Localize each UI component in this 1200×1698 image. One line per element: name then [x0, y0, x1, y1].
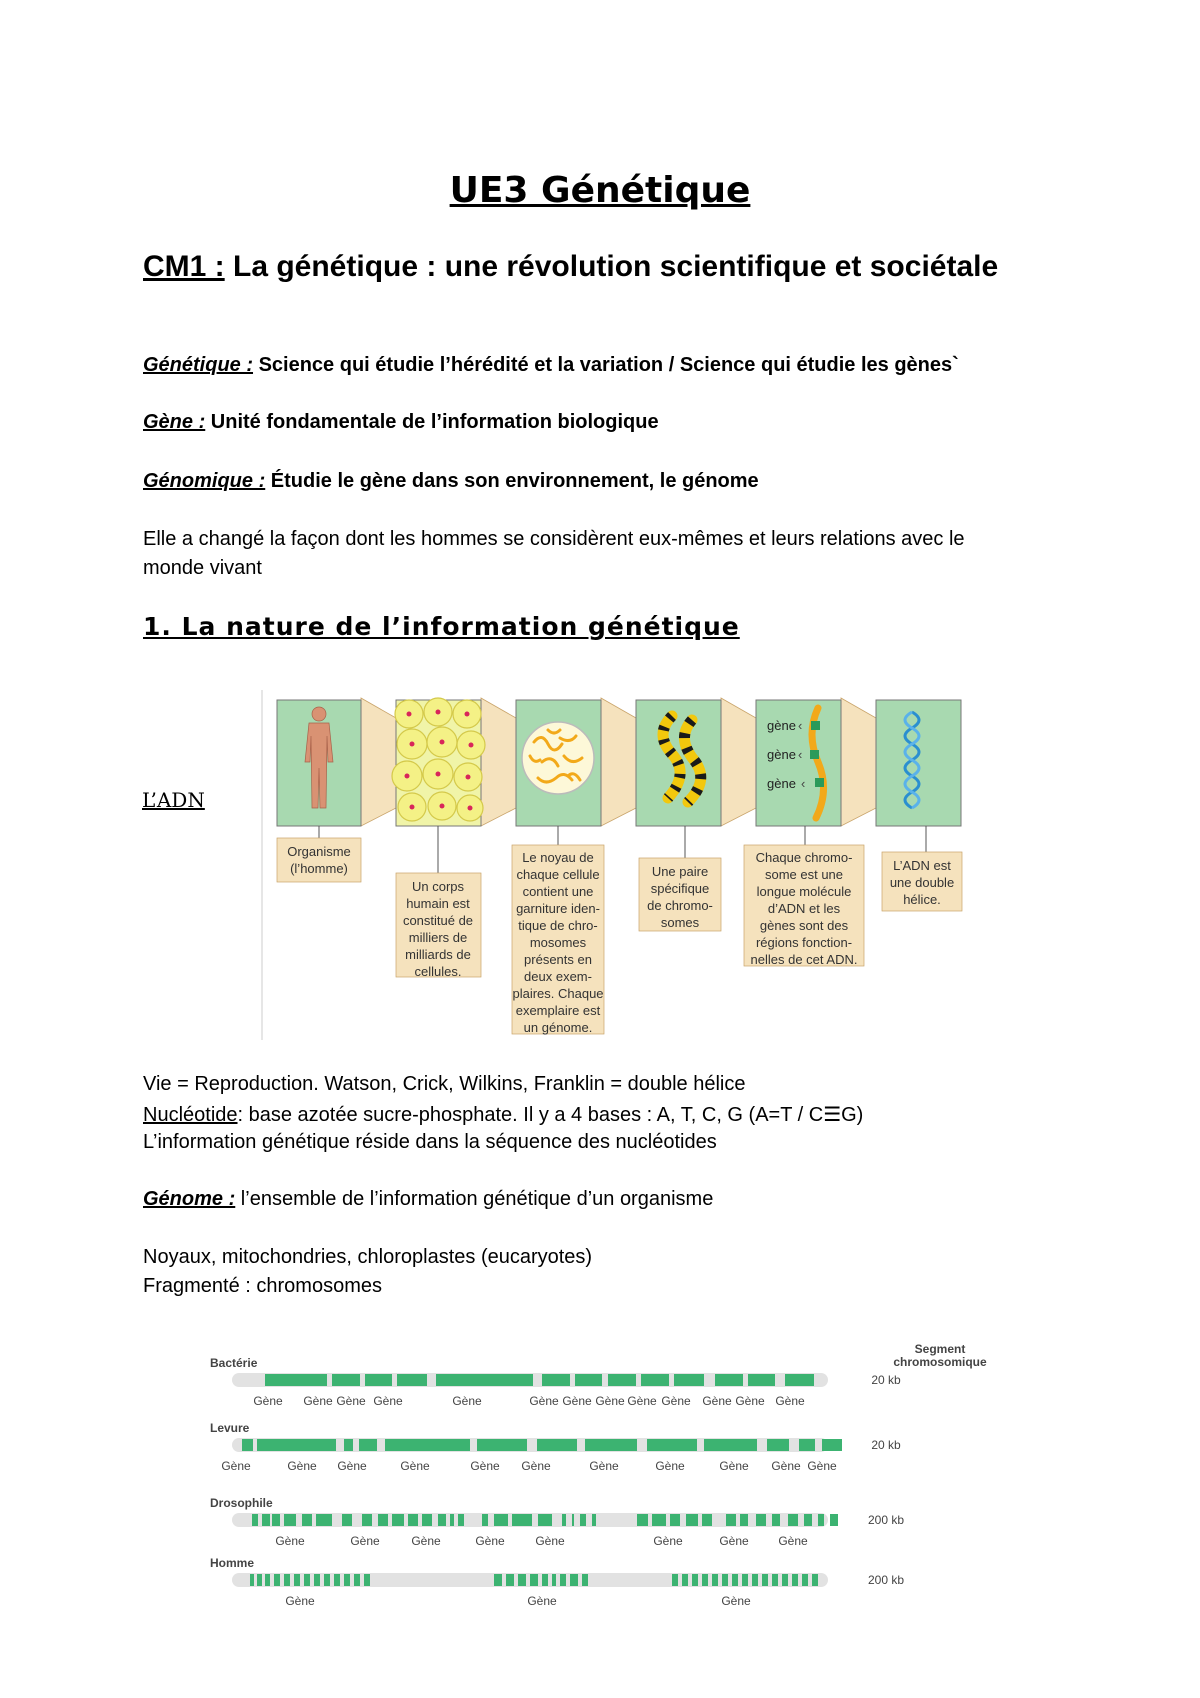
paragraph-line: monde vivant — [143, 557, 262, 579]
gene-band — [458, 1514, 464, 1526]
gene-band — [354, 1574, 360, 1586]
organism-name: Bactérie — [210, 1356, 258, 1370]
gene-label: Gène — [527, 1594, 557, 1608]
gene-band — [560, 1574, 566, 1586]
gene-label: Gène — [702, 1394, 732, 1408]
fragmente-line: Fragmenté : chromosomes — [143, 1275, 382, 1297]
gene-label: Gène — [653, 1534, 683, 1548]
gene-band — [815, 778, 824, 787]
gene-band — [732, 1574, 738, 1586]
gene-band — [450, 1514, 454, 1526]
gene-band — [242, 1439, 253, 1451]
definition-text: Unité fondamentale de l’information biologique — [205, 411, 659, 433]
caption-line: tique de chro- — [518, 918, 598, 933]
gene-band — [408, 1514, 418, 1526]
gene-band — [672, 1574, 678, 1586]
gene-label: Gène — [336, 1394, 366, 1408]
gene-label: Gène — [337, 1459, 367, 1473]
gene-band — [748, 1374, 775, 1386]
gene-band — [782, 1574, 788, 1586]
gene-label: Gène — [221, 1459, 251, 1473]
caption-line: d’ADN et les — [767, 901, 841, 916]
gene-label: Gène — [303, 1394, 333, 1408]
genome-line — [143, 1188, 713, 1211]
gene-band — [582, 1574, 588, 1586]
gene-label: Gène — [373, 1394, 403, 1408]
caption-line: une double — [889, 875, 955, 890]
nucleus-panel — [516, 700, 601, 826]
gene-band — [542, 1374, 570, 1386]
definition-term: Génomique : — [143, 470, 266, 492]
gene-label: Gène — [661, 1394, 691, 1408]
gene-band — [712, 1574, 718, 1586]
segment-size: 20 kb — [871, 1438, 901, 1452]
gene-band — [608, 1374, 636, 1386]
caption-line: exemplaire est — [515, 1003, 601, 1018]
caption-line: hélice. — [903, 892, 941, 907]
gene-label: Gène — [411, 1534, 441, 1548]
gene-label: Gène — [807, 1459, 837, 1473]
gene-band — [592, 1514, 596, 1526]
genome-text: l’ensemble de l’information génétique d’un organisme — [235, 1188, 714, 1210]
genome-term: Génome : — [143, 1188, 236, 1210]
caption-line: chaque cellule — [516, 867, 600, 882]
gene-band — [324, 1574, 330, 1586]
gene-band — [392, 1514, 404, 1526]
caption-line: Chaque chromo- — [755, 850, 853, 865]
gene-label: Gène — [285, 1594, 315, 1608]
gene-label: Gène — [475, 1534, 505, 1548]
gene-band — [257, 1439, 336, 1451]
gene-band — [294, 1574, 300, 1586]
gene-label: Gène — [775, 1394, 805, 1408]
caption-line: milliards de — [405, 947, 471, 962]
gene-band — [772, 1514, 780, 1526]
gene-band — [284, 1574, 290, 1586]
gene-label: Gène — [470, 1459, 500, 1473]
gene-band — [788, 1514, 798, 1526]
definition-text: Science qui étudie l’hérédité et la variation / Science qui étudie les gènes` — [253, 354, 959, 376]
gene-label: Gène — [452, 1394, 482, 1408]
segment-size: 200 kb — [867, 1573, 905, 1587]
segment-size: 20 kb — [871, 1373, 901, 1387]
gene-band — [436, 1374, 533, 1386]
caption-line: gènes sont des — [759, 918, 849, 933]
gene-band — [482, 1514, 488, 1526]
gene-band — [250, 1574, 254, 1586]
caption-line: L’ADN est — [893, 858, 951, 873]
adn-label: L’ADN — [142, 788, 205, 812]
caption-line: régions fonction- — [755, 935, 853, 950]
gene-band — [344, 1574, 350, 1586]
gene-label: Gène — [275, 1534, 305, 1548]
gene-band — [334, 1574, 340, 1586]
organism-name: Drosophile — [210, 1496, 273, 1510]
gene-label: Gène — [735, 1394, 765, 1408]
caption-line: longue molécule — [756, 884, 852, 899]
gene-band — [342, 1514, 352, 1526]
gene-band — [274, 1574, 280, 1586]
organism-to-dna-figure — [262, 690, 992, 1040]
caption-line: Organisme — [287, 844, 351, 859]
segment-header: Segment — [914, 1342, 966, 1356]
gene-band — [580, 1514, 586, 1526]
gene-band — [692, 1574, 698, 1586]
gene-band — [722, 1574, 728, 1586]
nucleotide-text: : base azotée sucre-phosphate. Il y a 4 bases : A, T, C, G (A=T / C☰G) — [237, 1104, 864, 1126]
caption-line: constitué de — [402, 913, 474, 928]
caption-line: un génome. — [523, 1020, 593, 1035]
gene-band — [818, 1514, 824, 1526]
gene-band — [682, 1574, 688, 1586]
gene-label: gène — [767, 718, 796, 733]
gene-band — [686, 1514, 698, 1526]
dna-panel — [876, 700, 961, 826]
definition-text: Étudie le gène dans son environnement, le génome — [265, 470, 759, 492]
gene-band — [562, 1514, 566, 1526]
gene-band — [538, 1514, 552, 1526]
gene-label: Gène — [350, 1534, 380, 1548]
gene-band — [811, 721, 820, 730]
svg-text:‹: ‹ — [798, 747, 803, 762]
organism-name: Levure — [210, 1421, 250, 1435]
page-title: UE3 Génétique — [449, 170, 751, 211]
gene-band — [742, 1574, 748, 1586]
gene-band — [477, 1439, 527, 1451]
section-heading: 1. La nature de l’information génétique — [143, 612, 740, 641]
gene-band — [272, 1514, 280, 1526]
gene-label: Gène — [529, 1394, 559, 1408]
caption-line: présents en — [524, 952, 592, 967]
segment-header: chromosomique — [893, 1355, 987, 1369]
gene-label: Gène — [719, 1459, 749, 1473]
gene-band — [785, 1374, 814, 1386]
gene-band — [802, 1574, 808, 1586]
gene-band — [302, 1514, 312, 1526]
course-heading — [143, 250, 998, 284]
caption-line: plaires. Chaque — [512, 986, 604, 1001]
caption-line: contient une — [522, 884, 594, 899]
gene-band — [647, 1439, 697, 1451]
gene-label: Gène — [253, 1394, 283, 1408]
caption-line: somes — [660, 915, 700, 930]
caption-line: milliers de — [408, 930, 468, 945]
definition-genomique — [143, 470, 759, 493]
gene-band — [575, 1374, 602, 1386]
caption-line: humain est — [406, 896, 470, 911]
genome-row — [210, 1556, 904, 1608]
gene-band — [262, 1514, 270, 1526]
gene-label: gène — [767, 776, 796, 791]
caption-line: deux exem- — [524, 969, 592, 984]
human-panel — [277, 700, 361, 826]
gene-band — [506, 1574, 514, 1586]
gene-band — [252, 1514, 258, 1526]
gene-band — [530, 1574, 538, 1586]
gene-band — [804, 1514, 812, 1526]
gene-band — [637, 1514, 648, 1526]
caption-line: (l’homme) — [290, 861, 348, 876]
gene-label: Gène — [655, 1459, 685, 1473]
gene-band — [674, 1374, 704, 1386]
gene-band — [257, 1574, 262, 1586]
gene-label: Gène — [535, 1534, 565, 1548]
noyaux-line: Noyaux, mitochondries, chloroplastes (eucaryotes) — [143, 1246, 593, 1268]
genome-row — [210, 1496, 904, 1548]
caption-line: cellules. — [414, 964, 462, 979]
caption-line: spécifique — [650, 881, 710, 896]
caption-line: garniture iden- — [516, 901, 600, 916]
gene-band — [359, 1439, 377, 1451]
vie-line: Vie = Reproduction. Watson, Crick, Wilkins, Franklin = double hélice — [143, 1073, 746, 1095]
gene-band — [542, 1574, 548, 1586]
gene-label: Gène — [627, 1394, 657, 1408]
gene-label: Gène — [400, 1459, 430, 1473]
gene-band — [494, 1574, 502, 1586]
gene-band — [332, 1374, 360, 1386]
info-line: L’information génétique réside dans la séquence des nucléotides — [143, 1131, 717, 1153]
gene-panel — [756, 700, 841, 826]
gene-band — [422, 1514, 432, 1526]
gene-band — [762, 1574, 768, 1586]
gene-band — [365, 1374, 392, 1386]
chromosome-pair-panel — [636, 700, 721, 826]
gene-band — [810, 750, 819, 759]
gene-band — [344, 1439, 353, 1451]
paragraph-line: Elle a changé la façon dont les hommes se considèrent eux-mêmes et leurs relations avec le — [143, 528, 965, 550]
gene-band — [512, 1514, 532, 1526]
gene-band — [570, 1574, 578, 1586]
gene-band — [378, 1514, 388, 1526]
caption-line: Le noyau de — [522, 850, 594, 865]
gene-band — [385, 1439, 470, 1451]
gene-band — [726, 1514, 736, 1526]
gene-band — [284, 1514, 296, 1526]
nucleotide-line — [143, 1102, 863, 1127]
gene-label: gène — [767, 747, 796, 762]
nucleotide-term: Nucléotide — [143, 1104, 238, 1126]
gene-label: Gène — [719, 1534, 749, 1548]
gene-band — [585, 1439, 637, 1451]
gene-band — [518, 1574, 526, 1586]
gene-label: Gène — [771, 1459, 801, 1473]
caption-line: Une paire — [651, 864, 709, 879]
gene-band — [572, 1514, 574, 1526]
gene-band — [314, 1574, 320, 1586]
gene-band — [812, 1574, 818, 1586]
caption-line: mosomes — [529, 935, 587, 950]
gene-band — [670, 1514, 680, 1526]
gene-band — [364, 1574, 370, 1586]
genome-row — [210, 1356, 901, 1408]
gene-band — [552, 1574, 556, 1586]
gene-band — [537, 1439, 577, 1451]
segment-size: 200 kb — [867, 1513, 905, 1527]
caption-line: de chromo- — [647, 898, 713, 913]
gene-band — [767, 1439, 789, 1451]
gene-label: Gène — [778, 1534, 808, 1548]
gene-label: Gène — [287, 1459, 317, 1473]
gene-label: Gène — [595, 1394, 625, 1408]
gene-band — [438, 1514, 446, 1526]
gene-band — [265, 1374, 327, 1386]
caption-line: Un corps — [411, 879, 465, 894]
gene-band — [304, 1574, 310, 1586]
gene-band — [702, 1514, 712, 1526]
gene-label: Gène — [521, 1459, 551, 1473]
gene-label: Gène — [721, 1594, 751, 1608]
definition-term: Gène : — [143, 411, 206, 433]
caption-line: some est une — [764, 867, 844, 882]
gene-band — [756, 1514, 766, 1526]
gene-band — [316, 1514, 332, 1526]
gene-band — [752, 1574, 758, 1586]
gene-band — [715, 1374, 743, 1386]
gene-band — [397, 1374, 427, 1386]
gene-label: Gène — [562, 1394, 592, 1408]
gene-band — [494, 1514, 508, 1526]
organism-name: Homme — [210, 1556, 255, 1570]
gene-band — [772, 1574, 778, 1586]
definition-genetique — [143, 354, 959, 377]
gene-band — [362, 1514, 372, 1526]
svg-text:‹: ‹ — [801, 776, 806, 791]
gene-label: Gène — [589, 1459, 619, 1473]
gene-band — [799, 1439, 815, 1451]
gene-band — [792, 1574, 798, 1586]
course-title: La génétique : une révolution scientifique et sociétale — [224, 250, 999, 283]
gene-band — [265, 1574, 270, 1586]
gene-band — [822, 1439, 842, 1451]
course-label: CM1 : — [143, 250, 225, 283]
caption-line: nelles de cet ADN. — [750, 952, 858, 967]
gene-band — [641, 1374, 669, 1386]
gene-band — [652, 1514, 666, 1526]
genome-row — [210, 1421, 901, 1473]
gene-band — [704, 1439, 757, 1451]
definition-gene — [143, 411, 659, 434]
gene-band — [830, 1514, 838, 1526]
svg-text:‹: ‹ — [798, 718, 803, 733]
gene-band — [740, 1514, 748, 1526]
gene-density-figure — [210, 1335, 1040, 1645]
gene-band — [702, 1574, 708, 1586]
cells-panel — [392, 698, 485, 826]
definition-term: Génétique : — [143, 354, 254, 376]
